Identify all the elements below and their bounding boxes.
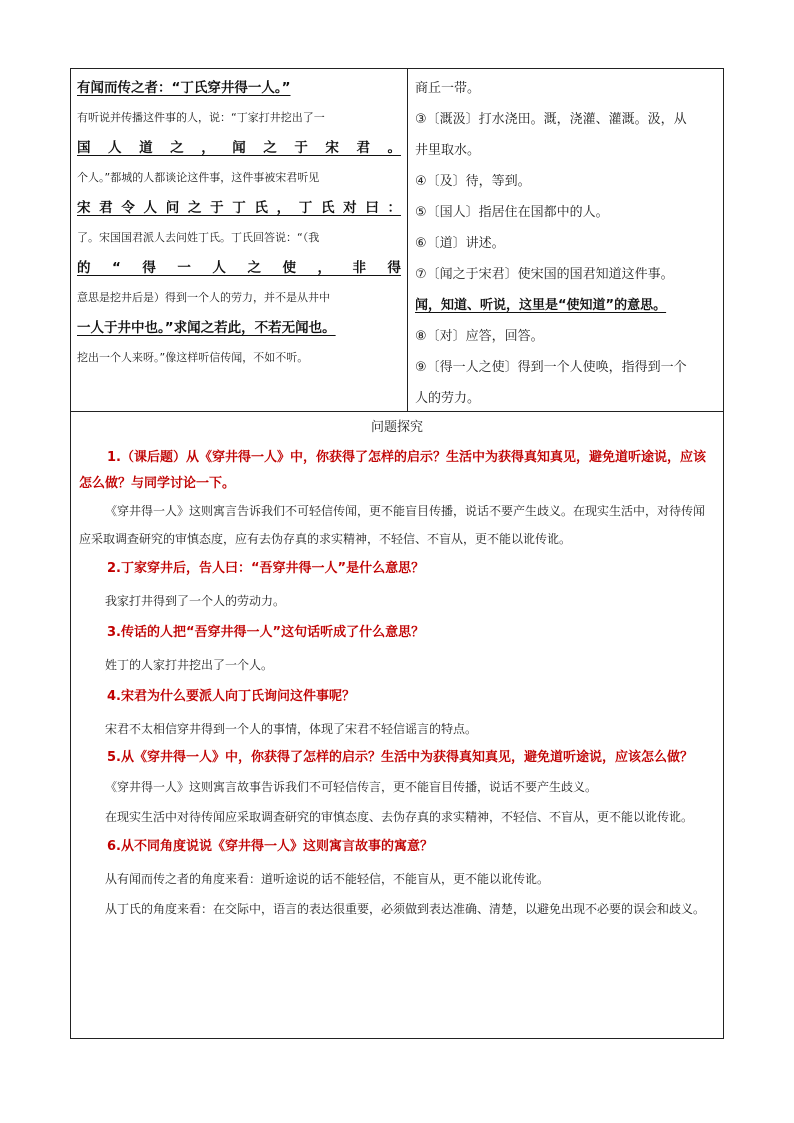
text-notes-row: [71, 69, 723, 412]
translation-line: 个人。”都城的人都谈论这件事，这件事被宋君听见: [77, 171, 320, 184]
answer: 《穿井得一人》这则寓言故事告诉我们不可轻信传言，更不能盲目传播，说话不要产生歧义。: [105, 780, 598, 794]
inquiry-section: [71, 411, 723, 923]
answer: 宋君不太相信穿井得到一个人的事情，体现了宋君不轻信谣言的特点。: [105, 722, 478, 736]
question: 1.（课后题）从《穿井得一人》中，你获得了怎样的启示？生活中为获得真知真见，避免道听途说，应该怎么做？与同学讨论一下。: [79, 450, 706, 491]
note-line: ③〔溉汲〕打水浇田。溉，浇灌、灌溉。汲，从: [415, 112, 687, 127]
original-line: 国人道之，闻之于宋君。: [77, 140, 401, 156]
translation-line: 了。宋国国君派人去问姓丁氏。丁氏回答说：“（我: [77, 231, 320, 244]
annotation-notes: [415, 73, 719, 414]
answer: 从有闻而传之者的角度来看：道听途说的话不能轻信，不能盲从，更不能以讹传讹。: [105, 872, 550, 886]
original-line: 一人于井中也。”求闻之若此，不若无闻也。: [77, 320, 336, 336]
question: 2.丁家穿井后，告人曰：“吾穿井得一人”是什么意思？: [107, 561, 425, 576]
note-line-emphasis: 闻，知道、听说，这里是“使知道”的意思。: [415, 298, 667, 313]
original-line: 的“得一人之使，非得: [77, 260, 401, 276]
original-line: 有闻而传之者：“丁氏穿井得一人。”: [77, 80, 291, 96]
question: 4.宋君为什么要派人向丁氏询问这件事呢？: [107, 689, 355, 704]
section-title: 问题探究: [370, 420, 423, 435]
answer: 《穿井得一人》这则寓言告诉我们不可轻信传闻，更不能盲目传播，说话不要产生歧义。在现实生活中，对待传闻应采取调查研究的审慎态度，应有去伪存真的求实精神，不轻信、不盲从，更不能以讹传讹。: [79, 504, 706, 546]
note-line: 人的劳力。: [415, 391, 481, 406]
question: 5.从《穿井得一人》中，你获得了怎样的启示？生活中为获得真知真见，避免道听途说，应该怎么做？: [107, 750, 693, 765]
note-line: ④〔及〕待，等到。: [415, 174, 531, 189]
note-line: ⑥〔道〕讲述。: [415, 236, 505, 251]
question: 3.传话的人把“吾穿井得一人”这句话听成了什么意思？: [107, 625, 425, 640]
column-divider: [407, 69, 408, 411]
translation-line: 挖出一个人来呀。”像这样听信传闻，不如不听。: [77, 351, 309, 364]
answer: 从丁氏的角度来看：在交际中，语言的表达很重要，必须做到表达准确、清楚，以避免出现不必要的误会和歧义。: [105, 902, 706, 916]
note-line: ⑧〔对〕应答，回答。: [415, 329, 544, 344]
note-line: ⑦〔闻之于宋君〕使宋国的国君知道这件事。: [415, 267, 674, 282]
note-line: ⑨〔得一人之使〕得到一个人使唤，指得到一个: [415, 360, 687, 375]
content-table: [70, 68, 724, 1039]
question: 6.从不同角度说说《穿井得一人》这则寓言故事的寓意？: [107, 839, 433, 854]
translation-line: 意思是挖井后是）得到一个人的劳力，并不是从井中: [77, 291, 330, 304]
note-line: 井里取水。: [415, 143, 481, 158]
original-and-translation: [77, 73, 401, 373]
note-line: ⑤〔国人〕指居住在国都中的人。: [415, 205, 609, 220]
answer: 我家打井得到了一个人的劳动力。: [105, 594, 286, 608]
translation-line: 有听说并传播这件事的人，说：“丁家打井挖出了一: [77, 111, 325, 124]
original-line: 宋君令人问之于丁氏，丁氏对曰：: [77, 200, 401, 216]
answer: 姓丁的人家打井挖出了一个人。: [105, 658, 274, 672]
answer: 在现实生活中对待传闻应采取调查研究的审慎态度、去伪存真的求实精神，不轻信、不盲从，更不能以讹传讹。: [105, 810, 694, 824]
note-line: 商丘一带。: [415, 81, 481, 96]
